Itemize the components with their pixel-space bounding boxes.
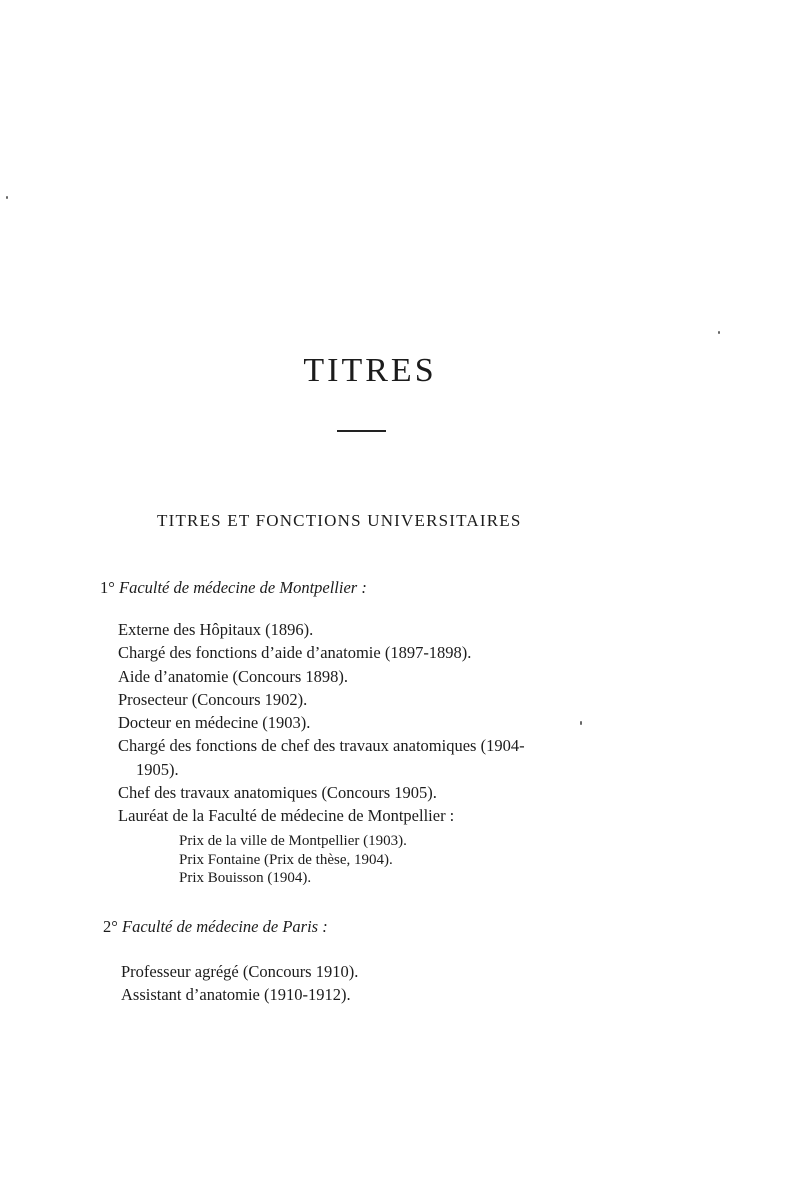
title-divider	[337, 430, 386, 432]
page-title: TITRES	[303, 352, 437, 389]
scan-speck	[580, 721, 582, 725]
paris-number: 2°	[103, 917, 118, 936]
section-heading: TITRES ET FONCTIONS UNIVERSITAIRES	[157, 511, 522, 530]
montpellier-number: 1°	[100, 578, 115, 597]
list-item: Externe des Hôpitaux (1896).	[118, 620, 314, 639]
paris-list	[121, 960, 358, 1007]
list-item: Prosecteur (Concours 1902).	[118, 689, 308, 709]
prize-item: Prix Bouisson (1904).	[179, 870, 312, 886]
montpellier-heading	[100, 578, 367, 598]
list-item-continuation: 1905).	[136, 759, 179, 779]
prize-item: Prix Fontaine (Prix de thèse, 1904).	[179, 851, 393, 868]
list-item: Professeur agrégé (Concours 1910).	[121, 962, 359, 981]
montpellier-heading-text: Faculté de médecine de Montpellier :	[118, 578, 367, 597]
scan-speck	[718, 331, 720, 334]
list-item: Aide d’anatomie (Concours 1898).	[118, 666, 349, 686]
list-item: Lauréat de la Faculté de médecine de Montpellier :	[118, 806, 455, 826]
prize-list	[179, 832, 407, 888]
scan-speck	[6, 196, 8, 199]
prize-item: Prix de la ville de Montpellier (1903).	[179, 833, 407, 849]
list-item: Chargé des fonctions d’aide d’anatomie (1897-1898).	[118, 643, 472, 663]
list-item: Assistant d’anatomie (1910-1912).	[121, 985, 351, 1005]
montpellier-list	[118, 618, 525, 828]
list-item: Docteur en médecine (1903).	[118, 713, 311, 733]
list-item: Chef des travaux anatomiques (Concours 1905).	[118, 783, 437, 803]
paris-heading	[103, 917, 328, 937]
paris-heading-text: Faculté de médecine de Paris :	[121, 917, 328, 936]
list-item: Chargé des fonctions de chef des travaux anatomiques (1904-	[118, 736, 525, 756]
